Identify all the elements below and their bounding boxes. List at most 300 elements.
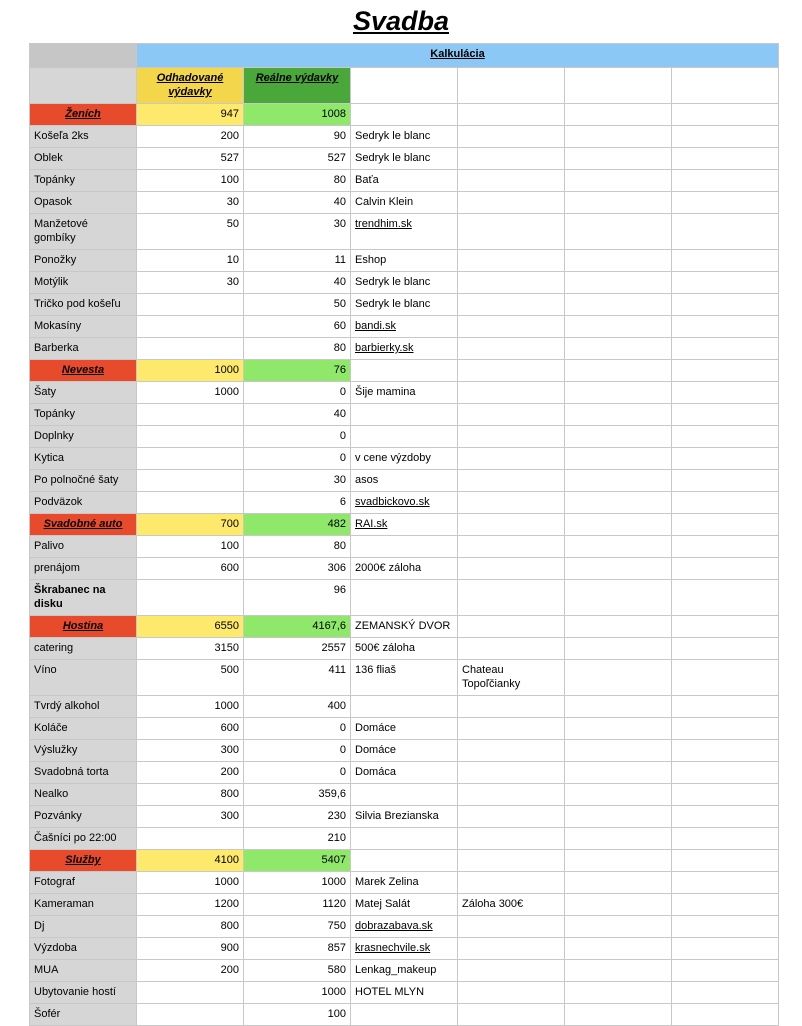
real-value-cell[interactable]: 210 bbox=[244, 828, 351, 850]
real-value-cell[interactable]: 306 bbox=[244, 558, 351, 580]
kalkulacia-header[interactable]: Kalkulácia bbox=[137, 44, 779, 68]
item-label-cell[interactable]: Fotograf bbox=[30, 872, 137, 894]
real-value-cell[interactable]: 60 bbox=[244, 316, 351, 338]
item-label-cell[interactable]: Podväzok bbox=[30, 492, 137, 514]
empty-cell[interactable] bbox=[565, 960, 672, 982]
note-cell[interactable]: Lenkag_makeup bbox=[351, 960, 458, 982]
real-value-cell[interactable]: 6 bbox=[244, 492, 351, 514]
table-row bbox=[30, 492, 779, 514]
note-cell[interactable]: bandi.sk bbox=[351, 316, 458, 338]
estimated-value-cell[interactable] bbox=[137, 448, 244, 470]
item-label-cell[interactable]: Tričko pod košeľu bbox=[30, 294, 137, 316]
empty-cell[interactable] bbox=[672, 938, 779, 960]
item-label-cell[interactable]: Šaty bbox=[30, 382, 137, 404]
real-value-cell[interactable]: 857 bbox=[244, 938, 351, 960]
empty-cell[interactable] bbox=[672, 982, 779, 1004]
empty-cell[interactable] bbox=[565, 916, 672, 938]
item-label-cell[interactable]: Svadobná torta bbox=[30, 762, 137, 784]
empty-cell[interactable] bbox=[672, 660, 779, 696]
header-row-kalkulacia bbox=[30, 44, 779, 68]
estimated-expenses-header[interactable]: Odhadované výdavky bbox=[137, 68, 244, 104]
empty-cell[interactable] bbox=[565, 938, 672, 960]
note-cell[interactable]: Matej Salát bbox=[351, 894, 458, 916]
extra-note-cell[interactable] bbox=[458, 470, 565, 492]
extra-note-cell[interactable] bbox=[458, 214, 565, 250]
item-label-cell[interactable]: Výzdoba bbox=[30, 938, 137, 960]
empty-cell[interactable] bbox=[565, 126, 672, 148]
real-value-cell[interactable]: 30 bbox=[244, 470, 351, 492]
empty-cell[interactable] bbox=[565, 250, 672, 272]
note-cell[interactable]: Domáce bbox=[351, 718, 458, 740]
estimated-value-cell[interactable]: 3150 bbox=[137, 638, 244, 660]
empty-cell[interactable] bbox=[672, 828, 779, 850]
note-cell[interactable]: Silvia Brezianska bbox=[351, 806, 458, 828]
empty-cell[interactable] bbox=[672, 192, 779, 214]
real-value-cell[interactable]: 80 bbox=[244, 170, 351, 192]
empty-cell[interactable] bbox=[565, 214, 672, 250]
estimated-value-cell[interactable]: 1200 bbox=[137, 894, 244, 916]
empty-cell[interactable] bbox=[672, 960, 779, 982]
empty-cell[interactable] bbox=[672, 740, 779, 762]
empty-cell[interactable] bbox=[565, 338, 672, 360]
item-label-cell[interactable]: Výslužky bbox=[30, 740, 137, 762]
empty-cell[interactable] bbox=[565, 784, 672, 806]
estimated-value-cell[interactable] bbox=[137, 492, 244, 514]
table-row bbox=[30, 872, 779, 894]
estimated-value-cell[interactable]: 200 bbox=[137, 126, 244, 148]
real-value-cell[interactable]: 411 bbox=[244, 660, 351, 696]
extra-note-cell[interactable] bbox=[458, 558, 565, 580]
item-label-cell[interactable]: Ponožky bbox=[30, 250, 137, 272]
real-value-cell[interactable]: 359,6 bbox=[244, 784, 351, 806]
note-cell[interactable]: asos bbox=[351, 470, 458, 492]
note-cell[interactable]: Calvin Klein bbox=[351, 192, 458, 214]
table-row bbox=[30, 426, 779, 448]
item-label-cell[interactable]: prenájom bbox=[30, 558, 137, 580]
empty-cell[interactable] bbox=[672, 470, 779, 492]
item-label-cell[interactable]: Motýlik bbox=[30, 272, 137, 294]
extra-note-cell[interactable] bbox=[458, 784, 565, 806]
note-cell[interactable]: barbierky.sk bbox=[351, 338, 458, 360]
real-value-cell[interactable]: 400 bbox=[244, 696, 351, 718]
item-label-cell[interactable]: Palivo bbox=[30, 536, 137, 558]
empty-cell[interactable] bbox=[672, 894, 779, 916]
extra-note-cell[interactable]: Záloha 300€ bbox=[458, 894, 565, 916]
empty-cell[interactable] bbox=[672, 250, 779, 272]
extra-note-cell[interactable] bbox=[458, 850, 565, 872]
empty-cell[interactable] bbox=[565, 740, 672, 762]
estimated-value-cell[interactable]: 600 bbox=[137, 558, 244, 580]
extra-note-cell[interactable] bbox=[458, 536, 565, 558]
empty-cell[interactable] bbox=[672, 104, 779, 126]
empty-cell[interactable] bbox=[565, 272, 672, 294]
empty-cell[interactable] bbox=[672, 850, 779, 872]
extra-note-cell[interactable] bbox=[458, 718, 565, 740]
estimated-value-cell[interactable] bbox=[137, 580, 244, 616]
empty-cell[interactable] bbox=[672, 872, 779, 894]
extra-note-cell[interactable] bbox=[458, 960, 565, 982]
real-value-cell[interactable]: 2557 bbox=[244, 638, 351, 660]
empty-cell[interactable] bbox=[672, 68, 779, 104]
empty-cell[interactable] bbox=[565, 616, 672, 638]
empty-cell[interactable] bbox=[672, 448, 779, 470]
table-row bbox=[30, 916, 779, 938]
note-cell[interactable] bbox=[351, 104, 458, 126]
extra-note-cell[interactable] bbox=[458, 638, 565, 660]
item-label-cell[interactable]: MUA bbox=[30, 960, 137, 982]
empty-cell[interactable] bbox=[672, 784, 779, 806]
real-value-cell[interactable]: 1000 bbox=[244, 982, 351, 1004]
empty-cell[interactable] bbox=[565, 294, 672, 316]
extra-note-cell[interactable] bbox=[458, 982, 565, 1004]
empty-cell[interactable] bbox=[565, 1004, 672, 1026]
extra-note-cell[interactable] bbox=[458, 170, 565, 192]
item-label-cell[interactable]: Opasok bbox=[30, 192, 137, 214]
empty-cell[interactable] bbox=[565, 470, 672, 492]
note-cell[interactable]: 500€ záloha bbox=[351, 638, 458, 660]
note-cell[interactable] bbox=[351, 404, 458, 426]
note-cell[interactable]: ZEMANSKÝ DVOR bbox=[351, 616, 458, 638]
empty-cell[interactable] bbox=[672, 338, 779, 360]
extra-note-cell[interactable] bbox=[458, 872, 565, 894]
empty-cell[interactable] bbox=[672, 558, 779, 580]
estimated-value-cell[interactable]: 10 bbox=[137, 250, 244, 272]
extra-note-cell[interactable] bbox=[458, 1004, 565, 1026]
item-label-cell[interactable]: Kytica bbox=[30, 448, 137, 470]
empty-cell[interactable] bbox=[672, 126, 779, 148]
empty-cell[interactable] bbox=[565, 580, 672, 616]
item-label-cell[interactable]: Ubytovanie hostí bbox=[30, 982, 137, 1004]
empty-cell[interactable] bbox=[565, 718, 672, 740]
item-label-cell[interactable]: Víno bbox=[30, 660, 137, 696]
estimated-value-cell[interactable]: 50 bbox=[137, 214, 244, 250]
empty-cell[interactable] bbox=[672, 170, 779, 192]
note-cell[interactable]: dobrazabava.sk bbox=[351, 916, 458, 938]
empty-cell[interactable] bbox=[672, 762, 779, 784]
extra-note-cell[interactable] bbox=[458, 316, 565, 338]
category-row bbox=[30, 360, 779, 382]
empty-cell[interactable] bbox=[672, 536, 779, 558]
extra-note-cell[interactable] bbox=[458, 828, 565, 850]
estimated-total-cell[interactable]: 4100 bbox=[137, 850, 244, 872]
empty-cell[interactable] bbox=[672, 272, 779, 294]
empty-cell[interactable] bbox=[565, 982, 672, 1004]
empty-cell[interactable] bbox=[565, 514, 672, 536]
real-value-cell[interactable]: 11 bbox=[244, 250, 351, 272]
item-label-cell[interactable]: Topánky bbox=[30, 170, 137, 192]
estimated-value-cell[interactable]: 200 bbox=[137, 762, 244, 784]
empty-cell[interactable] bbox=[565, 448, 672, 470]
note-cell[interactable]: Baťa bbox=[351, 170, 458, 192]
real-value-cell[interactable]: 580 bbox=[244, 960, 351, 982]
note-cell[interactable]: Marek Zelina bbox=[351, 872, 458, 894]
empty-cell[interactable] bbox=[565, 148, 672, 170]
extra-note-cell[interactable] bbox=[458, 294, 565, 316]
estimated-value-cell[interactable]: 30 bbox=[137, 272, 244, 294]
empty-cell[interactable] bbox=[565, 360, 672, 382]
real-value-cell[interactable]: 750 bbox=[244, 916, 351, 938]
category-label-cell[interactable]: Hostina bbox=[30, 616, 137, 638]
estimated-value-cell[interactable]: 200 bbox=[137, 960, 244, 982]
real-total-cell[interactable]: 4167,6 bbox=[244, 616, 351, 638]
item-label-cell[interactable]: Nealko bbox=[30, 784, 137, 806]
real-value-cell[interactable]: 40 bbox=[244, 272, 351, 294]
table-row bbox=[30, 982, 779, 1004]
extra-note-cell[interactable] bbox=[458, 514, 565, 536]
note-cell[interactable]: Sedryk le blanc bbox=[351, 126, 458, 148]
table-row bbox=[30, 214, 779, 250]
extra-note-cell[interactable]: Chateau Topoľčianky bbox=[458, 660, 565, 696]
empty-cell[interactable] bbox=[458, 68, 565, 104]
note-cell[interactable] bbox=[351, 580, 458, 616]
note-cell[interactable]: Sedryk le blanc bbox=[351, 148, 458, 170]
estimated-value-cell[interactable] bbox=[137, 404, 244, 426]
extra-note-cell[interactable] bbox=[458, 360, 565, 382]
empty-cell[interactable] bbox=[565, 762, 672, 784]
empty-cell[interactable] bbox=[672, 404, 779, 426]
real-value-cell[interactable]: 40 bbox=[244, 404, 351, 426]
real-value-cell[interactable]: 527 bbox=[244, 148, 351, 170]
estimated-total-cell[interactable]: 700 bbox=[137, 514, 244, 536]
note-cell[interactable] bbox=[351, 536, 458, 558]
note-cell[interactable]: Sedryk le blanc bbox=[351, 294, 458, 316]
real-value-cell[interactable]: 50 bbox=[244, 294, 351, 316]
note-cell[interactable] bbox=[351, 850, 458, 872]
item-label-cell[interactable]: Pozvánky bbox=[30, 806, 137, 828]
empty-cell[interactable] bbox=[351, 68, 458, 104]
empty-cell[interactable] bbox=[565, 806, 672, 828]
estimated-value-cell[interactable]: 100 bbox=[137, 170, 244, 192]
empty-cell[interactable] bbox=[565, 696, 672, 718]
estimated-value-cell[interactable] bbox=[137, 1004, 244, 1026]
extra-note-cell[interactable] bbox=[458, 740, 565, 762]
empty-cell[interactable] bbox=[565, 660, 672, 696]
empty-cell[interactable] bbox=[565, 382, 672, 404]
empty-cell[interactable] bbox=[565, 558, 672, 580]
real-value-cell[interactable]: 40 bbox=[244, 192, 351, 214]
category-label-cell[interactable]: Služby bbox=[30, 850, 137, 872]
note-cell[interactable]: Sedryk le blanc bbox=[351, 272, 458, 294]
empty-cell[interactable] bbox=[565, 894, 672, 916]
estimated-value-cell[interactable] bbox=[137, 982, 244, 1004]
estimated-total-cell[interactable]: 947 bbox=[137, 104, 244, 126]
empty-cell[interactable] bbox=[672, 616, 779, 638]
empty-cell[interactable] bbox=[565, 872, 672, 894]
item-label-cell[interactable]: Šofér bbox=[30, 1004, 137, 1026]
empty-cell[interactable] bbox=[672, 382, 779, 404]
item-label-cell[interactable]: Doplnky bbox=[30, 426, 137, 448]
estimated-value-cell[interactable]: 527 bbox=[137, 148, 244, 170]
note-cell[interactable] bbox=[351, 1004, 458, 1026]
empty-cell[interactable] bbox=[565, 104, 672, 126]
empty-cell[interactable] bbox=[565, 638, 672, 660]
real-value-cell[interactable]: 30 bbox=[244, 214, 351, 250]
item-label-cell[interactable]: Tvrdý alkohol bbox=[30, 696, 137, 718]
empty-cell[interactable] bbox=[672, 148, 779, 170]
estimated-value-cell[interactable] bbox=[137, 426, 244, 448]
item-label-cell[interactable]: Manžetové gombíky bbox=[30, 214, 137, 250]
estimated-value-cell[interactable]: 500 bbox=[137, 660, 244, 696]
estimated-value-cell[interactable]: 900 bbox=[137, 938, 244, 960]
note-cell[interactable]: v cene výzdoby bbox=[351, 448, 458, 470]
empty-cell[interactable] bbox=[672, 360, 779, 382]
estimated-value-cell[interactable]: 300 bbox=[137, 740, 244, 762]
note-cell[interactable]: Eshop bbox=[351, 250, 458, 272]
note-cell[interactable]: HOTEL MLYN bbox=[351, 982, 458, 1004]
estimated-total-cell[interactable]: 1000 bbox=[137, 360, 244, 382]
item-label-cell[interactable]: Škrabanec na disku bbox=[30, 580, 137, 616]
empty-cell[interactable] bbox=[672, 492, 779, 514]
note-cell[interactable]: Šije mamina bbox=[351, 382, 458, 404]
budget-table bbox=[29, 43, 779, 1026]
real-value-cell[interactable]: 0 bbox=[244, 762, 351, 784]
real-total-cell[interactable]: 76 bbox=[244, 360, 351, 382]
item-label-cell[interactable]: Dj bbox=[30, 916, 137, 938]
item-label-cell[interactable]: Kameraman bbox=[30, 894, 137, 916]
real-total-cell[interactable]: 5407 bbox=[244, 850, 351, 872]
extra-note-cell[interactable] bbox=[458, 426, 565, 448]
estimated-value-cell[interactable]: 1000 bbox=[137, 696, 244, 718]
real-value-cell[interactable]: 0 bbox=[244, 448, 351, 470]
estimated-total-cell[interactable]: 6550 bbox=[137, 616, 244, 638]
estimated-value-cell[interactable]: 300 bbox=[137, 806, 244, 828]
extra-note-cell[interactable] bbox=[458, 696, 565, 718]
real-total-cell[interactable]: 482 bbox=[244, 514, 351, 536]
extra-note-cell[interactable] bbox=[458, 104, 565, 126]
empty-cell[interactable] bbox=[672, 916, 779, 938]
note-cell[interactable]: Domáce bbox=[351, 740, 458, 762]
item-label-cell[interactable]: Po polnočné šaty bbox=[30, 470, 137, 492]
empty-cell[interactable] bbox=[672, 806, 779, 828]
empty-cell[interactable] bbox=[565, 426, 672, 448]
estimated-value-cell[interactable] bbox=[137, 294, 244, 316]
real-value-cell[interactable]: 0 bbox=[244, 382, 351, 404]
extra-note-cell[interactable] bbox=[458, 938, 565, 960]
empty-cell[interactable] bbox=[565, 404, 672, 426]
estimated-value-cell[interactable]: 1000 bbox=[137, 382, 244, 404]
note-cell[interactable] bbox=[351, 828, 458, 850]
note-cell[interactable]: krasnechvile.sk bbox=[351, 938, 458, 960]
extra-note-cell[interactable] bbox=[458, 806, 565, 828]
extra-note-cell[interactable] bbox=[458, 492, 565, 514]
extra-note-cell[interactable] bbox=[458, 250, 565, 272]
real-value-cell[interactable]: 1120 bbox=[244, 894, 351, 916]
estimated-value-cell[interactable] bbox=[137, 338, 244, 360]
category-label-cell[interactable]: Ženích bbox=[30, 104, 137, 126]
table-row bbox=[30, 148, 779, 170]
real-value-cell[interactable]: 0 bbox=[244, 740, 351, 762]
estimated-value-cell[interactable] bbox=[137, 470, 244, 492]
extra-note-cell[interactable] bbox=[458, 762, 565, 784]
header-corner-cell-2[interactable] bbox=[30, 68, 137, 104]
estimated-value-cell[interactable]: 800 bbox=[137, 784, 244, 806]
real-value-cell[interactable]: 100 bbox=[244, 1004, 351, 1026]
item-label-cell[interactable]: Koláče bbox=[30, 718, 137, 740]
real-value-cell[interactable]: 0 bbox=[244, 718, 351, 740]
item-label-cell[interactable]: catering bbox=[30, 638, 137, 660]
item-label-cell[interactable]: Topánky bbox=[30, 404, 137, 426]
empty-cell[interactable] bbox=[565, 316, 672, 338]
extra-note-cell[interactable] bbox=[458, 404, 565, 426]
empty-cell[interactable] bbox=[672, 514, 779, 536]
header-corner-cell[interactable] bbox=[30, 44, 137, 68]
note-cell[interactable]: 2000€ záloha bbox=[351, 558, 458, 580]
empty-cell[interactable] bbox=[672, 426, 779, 448]
note-cell[interactable]: svadbickovo.sk bbox=[351, 492, 458, 514]
real-value-cell[interactable]: 96 bbox=[244, 580, 351, 616]
empty-cell[interactable] bbox=[672, 696, 779, 718]
item-label-cell[interactable]: Čašníci po 22:00 bbox=[30, 828, 137, 850]
item-label-cell[interactable]: Košeľa 2ks bbox=[30, 126, 137, 148]
extra-note-cell[interactable] bbox=[458, 616, 565, 638]
note-cell[interactable]: 136 fliaš bbox=[351, 660, 458, 696]
item-label-cell[interactable]: Mokasíny bbox=[30, 316, 137, 338]
note-cell[interactable] bbox=[351, 360, 458, 382]
real-expenses-header[interactable]: Reálne výdavky bbox=[244, 68, 351, 104]
note-cell[interactable] bbox=[351, 696, 458, 718]
extra-note-cell[interactable] bbox=[458, 916, 565, 938]
real-total-cell[interactable]: 1008 bbox=[244, 104, 351, 126]
estimated-value-cell[interactable] bbox=[137, 316, 244, 338]
empty-cell[interactable] bbox=[565, 492, 672, 514]
real-value-cell[interactable]: 80 bbox=[244, 536, 351, 558]
empty-cell[interactable] bbox=[672, 638, 779, 660]
extra-note-cell[interactable] bbox=[458, 272, 565, 294]
estimated-value-cell[interactable]: 1000 bbox=[137, 872, 244, 894]
extra-note-cell[interactable] bbox=[458, 126, 565, 148]
estimated-value-cell[interactable]: 100 bbox=[137, 536, 244, 558]
empty-cell[interactable] bbox=[565, 68, 672, 104]
item-label-cell[interactable]: Oblek bbox=[30, 148, 137, 170]
note-cell[interactable]: trendhim.sk bbox=[351, 214, 458, 250]
estimated-value-cell[interactable]: 30 bbox=[137, 192, 244, 214]
table-row bbox=[30, 696, 779, 718]
category-label-cell[interactable]: Nevesta bbox=[30, 360, 137, 382]
empty-cell[interactable] bbox=[672, 316, 779, 338]
extra-note-cell[interactable] bbox=[458, 580, 565, 616]
estimated-value-cell[interactable] bbox=[137, 828, 244, 850]
empty-cell[interactable] bbox=[565, 192, 672, 214]
empty-cell[interactable] bbox=[565, 536, 672, 558]
empty-cell[interactable] bbox=[672, 294, 779, 316]
real-value-cell[interactable]: 90 bbox=[244, 126, 351, 148]
note-cell[interactable]: RAI.sk bbox=[351, 514, 458, 536]
empty-cell[interactable] bbox=[565, 170, 672, 192]
empty-cell[interactable] bbox=[565, 850, 672, 872]
extra-note-cell[interactable] bbox=[458, 448, 565, 470]
real-value-cell[interactable]: 0 bbox=[244, 426, 351, 448]
real-value-cell[interactable]: 1000 bbox=[244, 872, 351, 894]
empty-cell[interactable] bbox=[672, 580, 779, 616]
extra-note-cell[interactable] bbox=[458, 382, 565, 404]
extra-note-cell[interactable] bbox=[458, 338, 565, 360]
empty-cell[interactable] bbox=[565, 828, 672, 850]
estimated-value-cell[interactable]: 600 bbox=[137, 718, 244, 740]
real-value-cell[interactable]: 80 bbox=[244, 338, 351, 360]
note-cell[interactable] bbox=[351, 426, 458, 448]
extra-note-cell[interactable] bbox=[458, 148, 565, 170]
category-label-cell[interactable]: Svadobné auto bbox=[30, 514, 137, 536]
note-cell[interactable] bbox=[351, 784, 458, 806]
empty-cell[interactable] bbox=[672, 214, 779, 250]
empty-cell[interactable] bbox=[672, 1004, 779, 1026]
real-value-cell[interactable]: 230 bbox=[244, 806, 351, 828]
item-label-cell[interactable]: Barberka bbox=[30, 338, 137, 360]
note-cell[interactable]: Domáca bbox=[351, 762, 458, 784]
empty-cell[interactable] bbox=[672, 718, 779, 740]
extra-note-cell[interactable] bbox=[458, 192, 565, 214]
estimated-value-cell[interactable]: 800 bbox=[137, 916, 244, 938]
